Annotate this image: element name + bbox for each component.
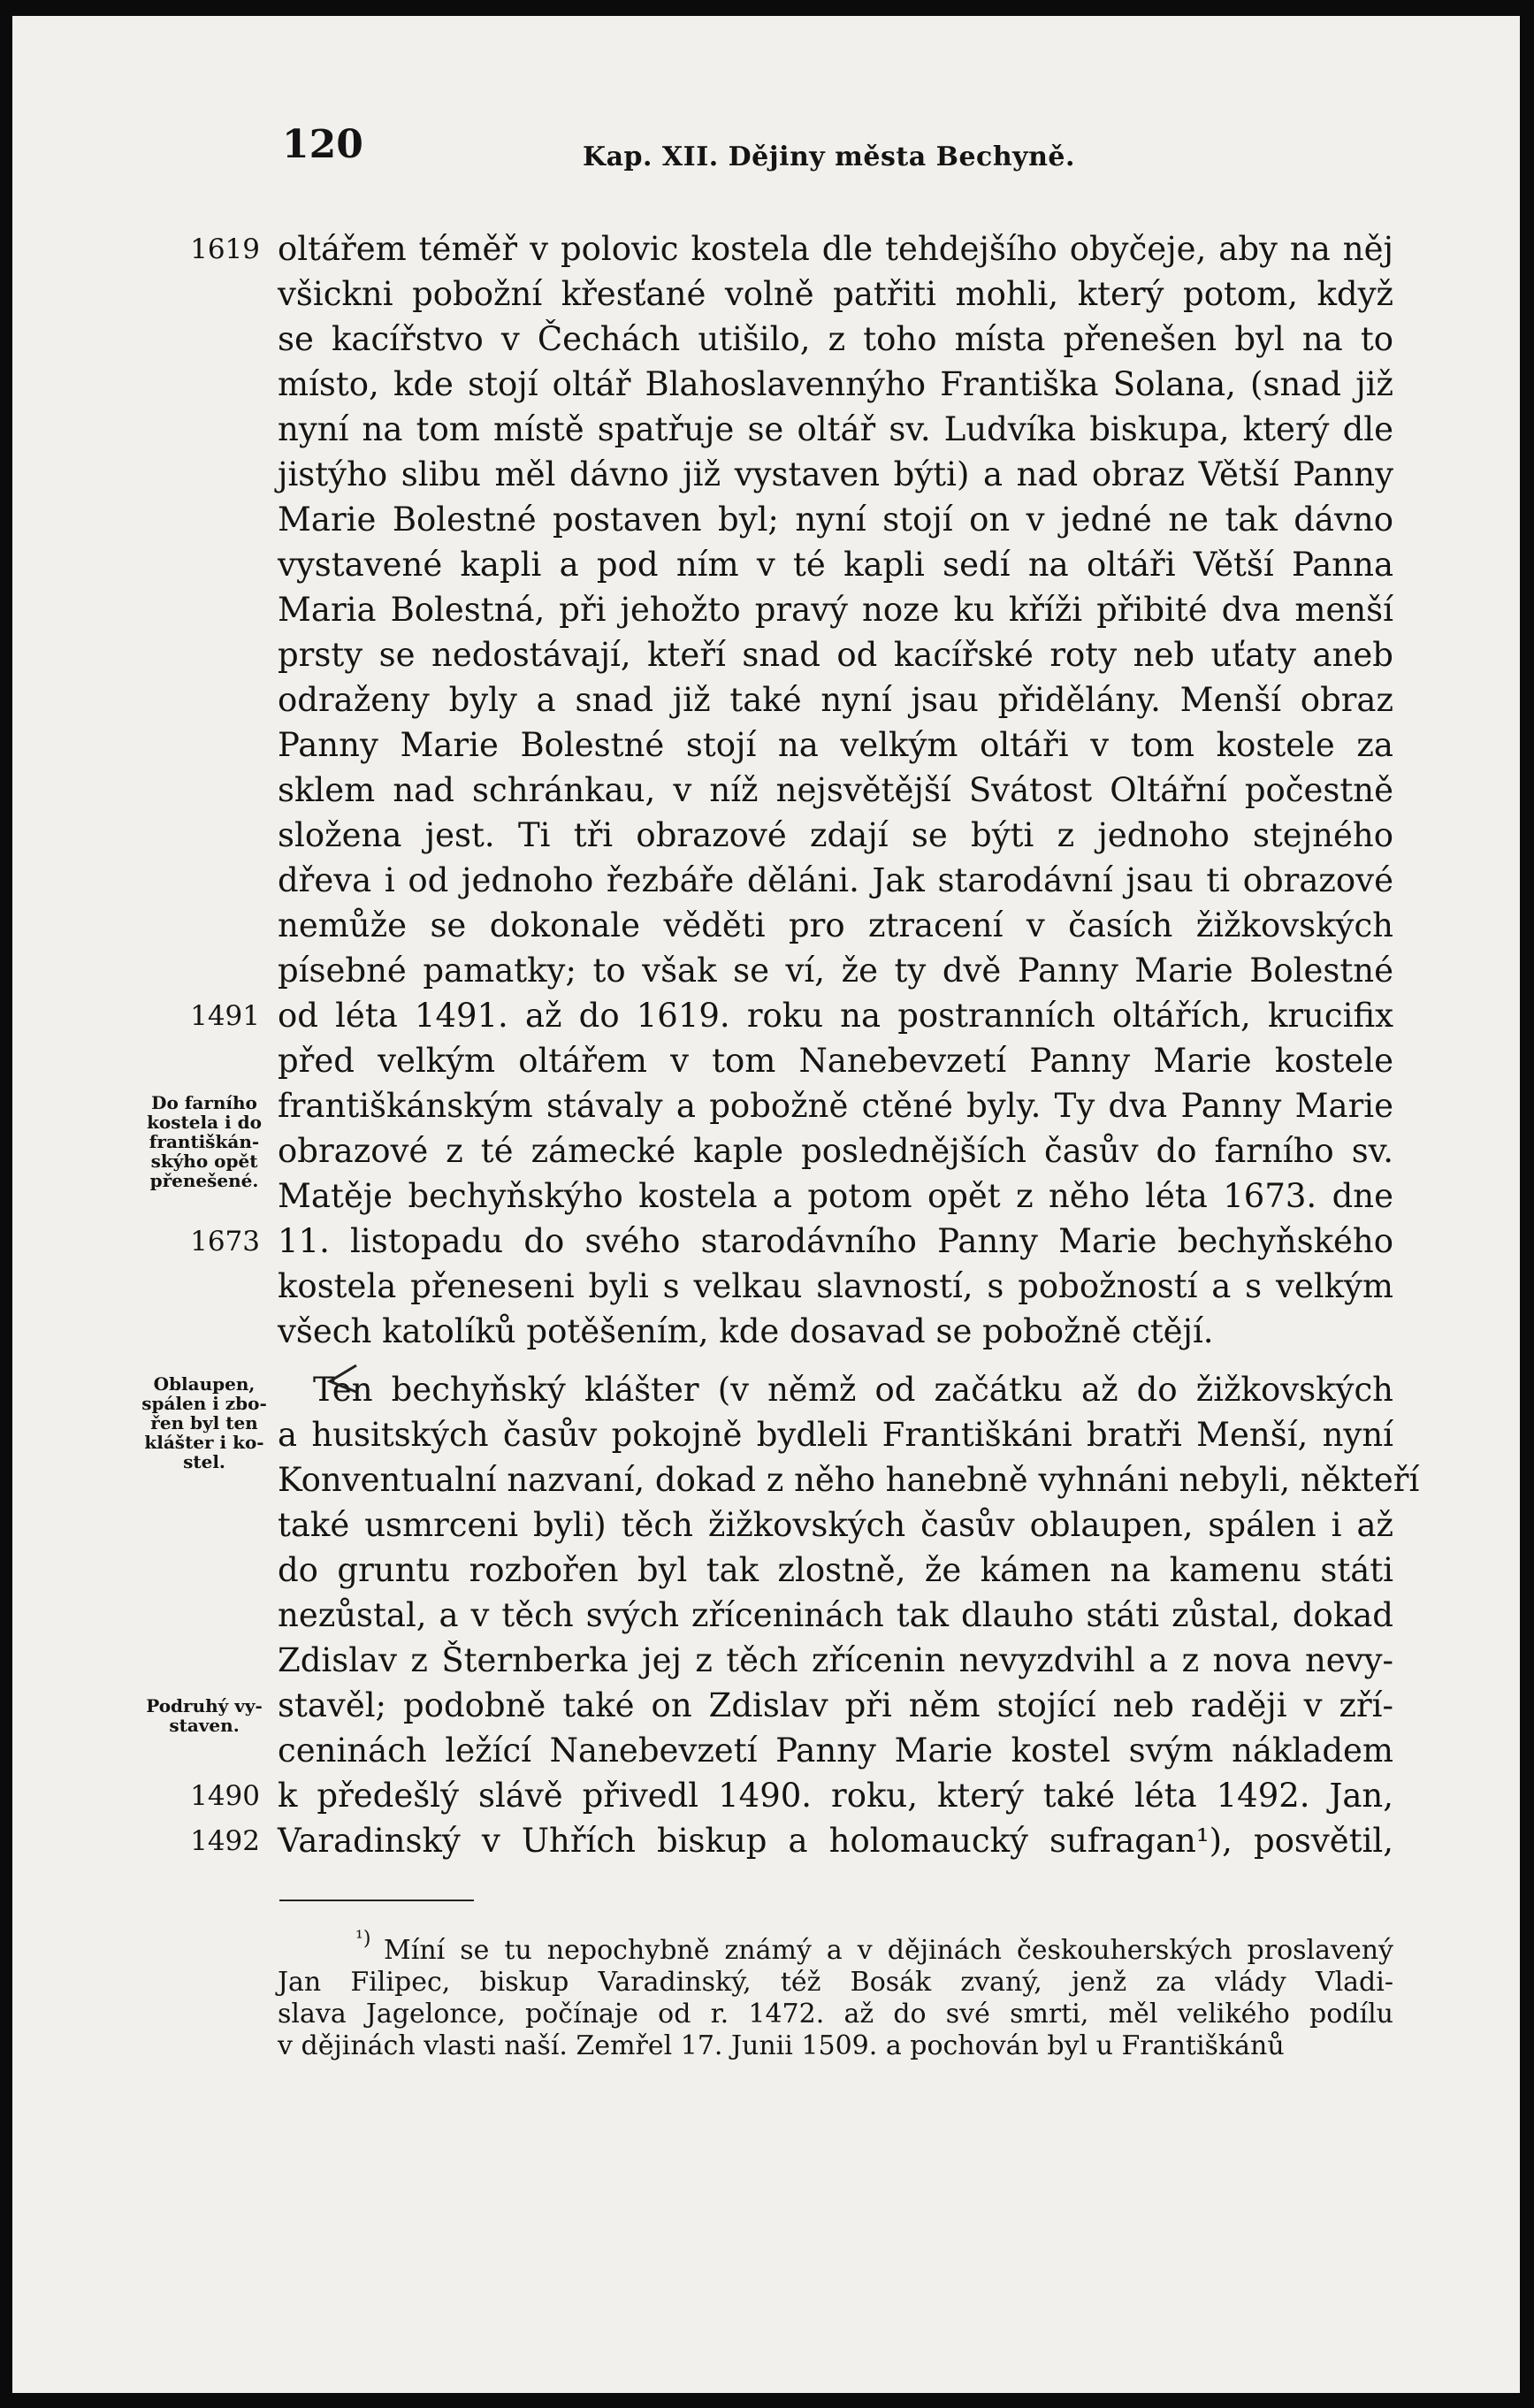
text-line: Matěje bechyňskýho kostela a potom opět z něho léta 1673. dne — [278, 1177, 1393, 1215]
text-line: Varadinský v Uhřích biskup a holomaucký sufragan¹), posvětil, — [278, 1822, 1393, 1860]
margin-note-line: stel. — [183, 1451, 225, 1472]
running-head: Kap. XII. Dějiny města Bechyně. — [583, 141, 1075, 172]
margin-year: 1619 — [190, 233, 260, 265]
footnote-line: Míní se tu nepochybně známý a v dějinách českouherských proslavený — [384, 1935, 1393, 1966]
margin-year: 1491 — [190, 1000, 260, 1032]
footnote-marker: ¹) — [355, 1928, 371, 1950]
text-line: se kacířstvo v Čechách utišilo, z toho místa přenešen byl na to — [278, 320, 1393, 358]
text-line: nezůstal, a v těch svých zříceninách tak dlauho státi zůstal, dokad — [278, 1596, 1393, 1634]
text-line: nyní na tom místě spatřuje se oltář sv. Ludvíka biskupa, který dle — [278, 410, 1393, 448]
text-line: 11. listopadu do svého starodávního Panny Marie bechyňského — [278, 1222, 1393, 1260]
text-line: před velkým oltářem v tom Nanebevzetí Panny Marie kostele — [278, 1042, 1393, 1080]
margin-note-line: klášter i ko- — [144, 1432, 264, 1453]
margin-note-line: františkán- — [149, 1131, 260, 1152]
text-line: nemůže se dokonale věděti pro ztracení v časích žižkovských — [278, 906, 1393, 944]
margin-year: 1490 — [190, 1780, 260, 1812]
text-line: a husitských časův pokojně bydleli Františkáni bratři Menší, nyní — [278, 1416, 1393, 1454]
margin-year: 1673 — [190, 1226, 260, 1258]
book-page — [12, 16, 1520, 2393]
text-line: všech katolíků potěšením, kde dosavad se pobožně ctějí. — [278, 1312, 1214, 1350]
text-line: do gruntu rozbořen byl tak zlostně, že kámen na kamenu státi — [278, 1551, 1393, 1589]
text-line: dřeva i od jednoho řezbáře děláni. Jak starodávní jsau ti obrazové — [278, 861, 1393, 899]
text-line: také usmrceni byli) těch žižkovských časův oblaupen, spálen i až — [278, 1506, 1393, 1544]
footnote-line: slava Jagelonce, počínaje od r. 1472. až do své smrti, měl velikého podílu — [278, 1999, 1393, 2030]
text-line: stavěl; podobně také on Zdislav při něm stojící neb raději v zří- — [278, 1686, 1393, 1724]
text-line: Maria Bolestná, při jehožto pravý noze ku kříži přibité dva menší — [278, 591, 1393, 629]
footnote-rule — [279, 1900, 474, 1901]
page-header — [12, 122, 1520, 184]
margin-note-line: řen byl ten — [150, 1412, 258, 1433]
margin-note-line: Do farního — [151, 1092, 257, 1113]
text-line: k předešlý slávě přivedl 1490. roku, který také léta 1492. Jan, — [278, 1777, 1393, 1815]
text-line: od léta 1491. až do 1619. roku na postranních oltářích, krucifix — [278, 997, 1393, 1035]
margin-note-line: Oblaupen, — [153, 1373, 256, 1395]
text-line: Zdislav z Šternberka jej z těch zřícenin nevyzdvihl a z nova nevy- — [278, 1641, 1393, 1679]
footnote-line: v dějinách vlasti naší. Zemřel 17. Junii 1509. a pochován byl u Františkánů — [278, 2030, 1285, 2061]
text-line: jistýho slibu měl dávno již vystaven býti) a nad obraz Větší Panny — [278, 455, 1393, 493]
page-number: 120 — [282, 122, 363, 167]
text-line: obrazové z té zámecké kaple poslednějších časův do farního sv. — [278, 1132, 1393, 1170]
margin-note-line: kostela i do — [147, 1112, 262, 1133]
text-line: Konventualní nazvaní, dokad z něho hanebně vyhnáni nebyli, někteří — [278, 1461, 1420, 1499]
margin-note-oblaupen — [129, 1374, 279, 1472]
text-line: písebné pamatky; to však se ví, že ty dvě Panny Marie Bolestné — [278, 952, 1393, 990]
margin-note-line: spálen i zbo- — [141, 1393, 267, 1414]
margin-note-podruhy — [129, 1696, 279, 1735]
margin-note-line: Podruhý vy- — [146, 1695, 263, 1716]
text-line: prsty se nedostávají, kteří snad od kacířské roty neb uťaty aneb — [278, 636, 1393, 674]
text-line: oltářem téměř v polovic kostela dle tehdejšího obyčeje, aby na něj — [278, 230, 1393, 268]
text-line: vystavené kapli a pod ním v té kapli sedí na oltáři Větší Panna — [278, 546, 1393, 584]
text-line: Ten bechyňský klášter (v němž od začátku až do žižkovských — [313, 1371, 1393, 1409]
insertion-mark-icon — [326, 1360, 362, 1395]
text-line: složena jest. Ti tři obrazové zdají se býti z jednoho stejného — [278, 816, 1393, 854]
text-line: místo, kde stojí oltář Blahoslavennýho Františka Solana, (snad již — [278, 365, 1393, 403]
margin-year: 1492 — [190, 1825, 260, 1857]
text-line: ceninách ležící Nanebevzetí Panny Marie kostel svým nákladem — [278, 1731, 1393, 1770]
margin-note-farni — [129, 1093, 279, 1190]
margin-note-line: staven. — [169, 1715, 240, 1736]
text-line: Panny Marie Bolestné stojí na velkým oltáři v tom kostele za — [278, 726, 1393, 764]
text-line: františkánským stávaly a pobožně ctěné byly. Ty dva Panny Marie — [278, 1087, 1393, 1125]
text-line: všickni pobožní křesťané volně patřiti mohli, který potom, když — [278, 275, 1393, 313]
text-line: odraženy byly a snad již také nyní jsau přidělány. Menší obraz — [278, 681, 1393, 719]
margin-note-line: přenešené. — [149, 1170, 259, 1191]
text-line: sklem nad schránkau, v níž nejsvětější Svátost Oltářní počestně — [278, 771, 1393, 809]
footnote-line: Jan Filipec, biskup Varadinský, též Bosák zvaný, jenž za vlády Vladi- — [278, 1967, 1393, 1998]
text-line: kostela přeneseni byli s velkau slavností, s pobožností a s velkým — [278, 1267, 1393, 1305]
text-line: Marie Bolestné postaven byl; nyní stojí on v jedné ne tak dávno — [278, 501, 1393, 539]
margin-note-line: skýho opět — [150, 1150, 258, 1172]
